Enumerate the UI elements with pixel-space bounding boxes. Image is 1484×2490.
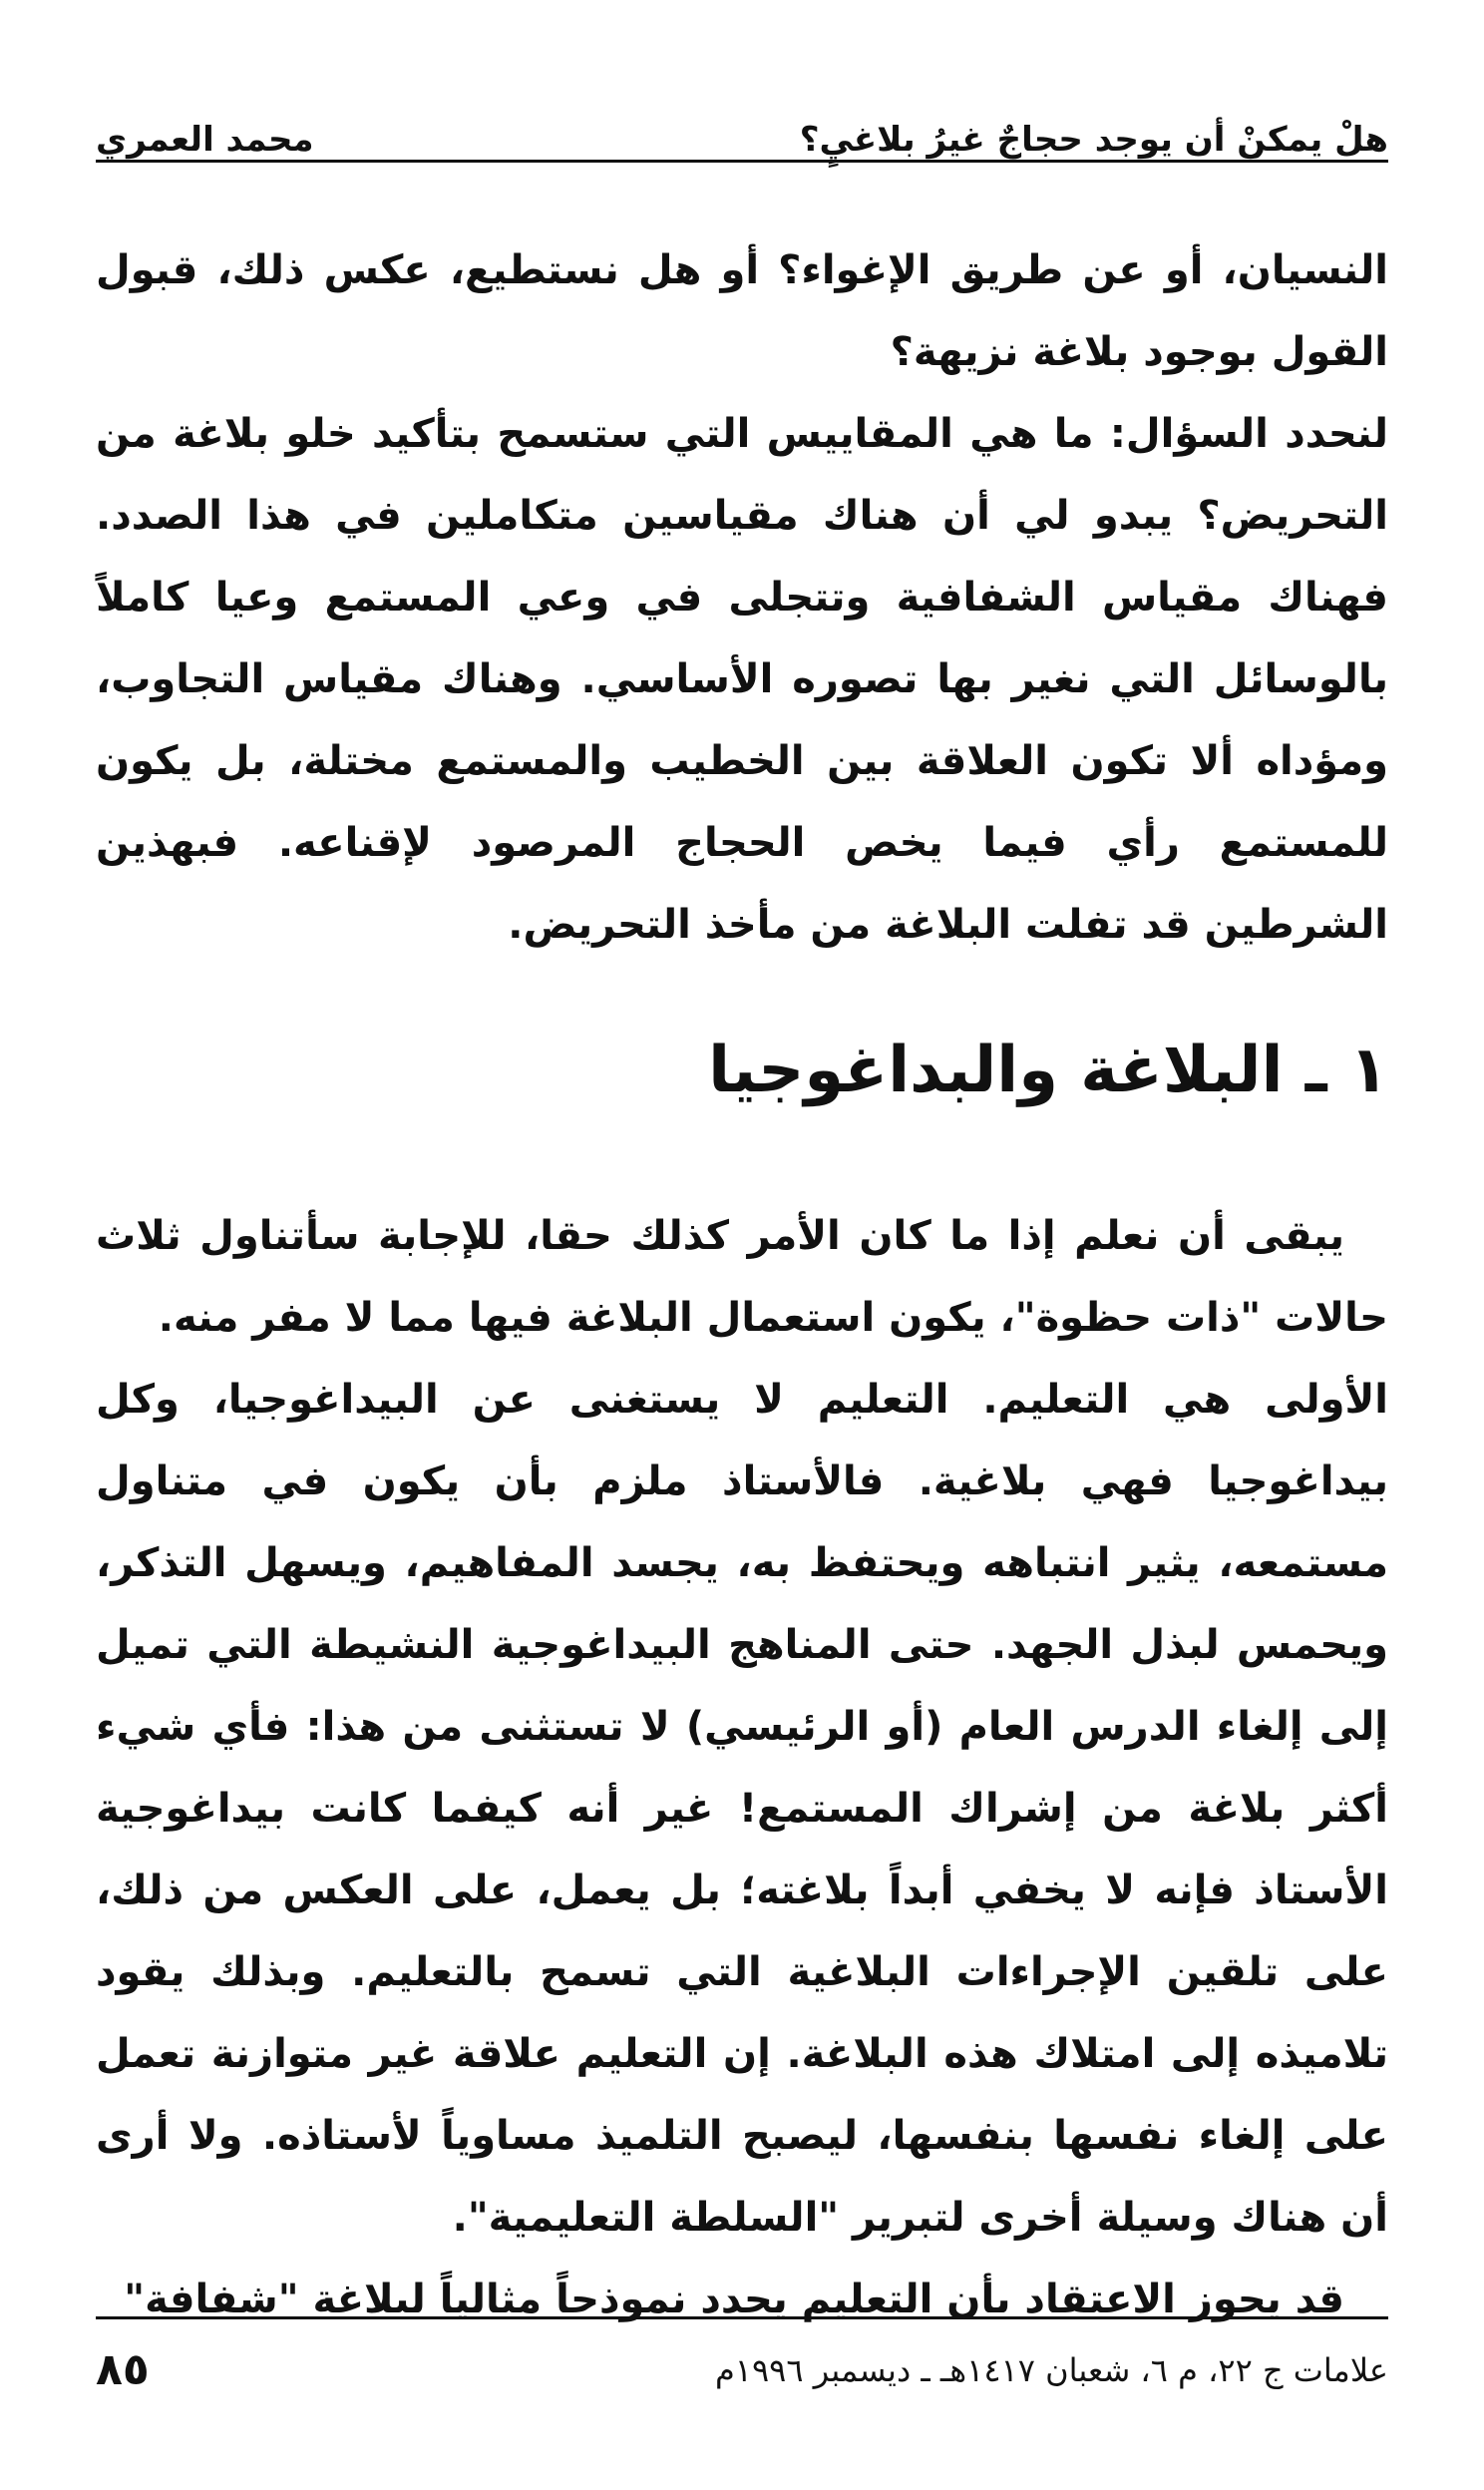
paragraph: لنحدد السؤال: ما هي المقاييس التي ستسمح بتأكيد خلو بلاغة من التحريض؟ يبدو لي أن هناك مقياسين متكاملين في هذا الصدد. فهناك مقياس الشفافية وتتجلى في وعي المستمع وعيا كاملاً بالوسائل التي نغير بها تصوره الأساسي. وهناك مقياس التجاوب، ومؤداه ألا تكون العلاقة بين الخطيب والمستمع مختلة، بل يكون للمستمع رأي فيما يخص الحجاج المرصود لإقناعه. فبهذين الشرطين قد تفلت البلاغة من مأخذ التحريض. bbox=[96, 411, 1388, 948]
running-head-title: هلْ يمكنْ أن يوجد حجاجٌ غيرُ بلاغيٍ؟ bbox=[799, 120, 1388, 160]
section-heading: ١ ـ البلاغة والبداغوجيا bbox=[708, 1034, 1388, 1107]
header-rule bbox=[96, 160, 1388, 163]
paragraph: يبقى أن نعلم إذا ما كان الأمر كذلك حقا، للإجابة سأتناول ثلاث حالات "ذات حظوة"، يكون استعمال البلاغة فيها مما لا مفر منه. bbox=[96, 1213, 1388, 1341]
running-head bbox=[96, 88, 1388, 160]
paragraph-continued: النسيان، أو عن طريق الإغواء؟ أو هل نستطيع، عكس ذلك، قبول القول بوجود بلاغة نزيهة؟ bbox=[96, 247, 1388, 375]
page-number: ٨٥ bbox=[96, 2344, 150, 2395]
footer-rule bbox=[96, 2316, 1388, 2319]
journal-citation: علامات ج ٢٢، م ٦، شعبان ١٤١٧هـ ـ ديسمبر ١٩٩٦م bbox=[714, 2350, 1388, 2389]
running-head-author: محمد العمري bbox=[96, 120, 314, 160]
paragraph: قد يجوز الاعتقاد بأن التعليم يحدد نموذجاً مثالياً لبلاغة "شفافة" bbox=[124, 2277, 1344, 2322]
footer bbox=[96, 2344, 1388, 2395]
paragraph: الأولى هي التعليم. التعليم لا يستغنى عن البيداغوجيا، وكل بيداغوجيا فهي بلاغية. فالأستاذ ملزم بأن يكون في متناول مستمعه، يثير انتباهه ويحتفظ به، يجسد المفاهيم، ويسهل التذكر، ويحمس لبذل الجهد. حتى المناهج البيداغوجية النشيطة التي تميل إلى إلغاء الدرس العام (أو الرئيسي) لا تستثنى من هذا: فأي شيء أكثر بلاغة من إشراك المستمع! غير أنه كيفما كانت بيداغوجية الأستاذ فإنه لا يخفي أبداً بلاغته؛ بل يعمل، على العكس من ذلك، على تلقين الإجراءات البلاغية التي تسمح بالتعليم. وبذلك يقود تلاميذه إلى امتلاك هذه البلاغة. إن التعليم علاقة غير متوازنة تعمل على إلغاء نفسها بنفسها، ليصبح التلميذ مساوياً لأستاذه. ولا أرى أن هناك وسيلة أخرى لتبرير "السلطة التعليمية". bbox=[96, 1377, 1388, 2241]
body-text bbox=[96, 229, 1388, 2340]
